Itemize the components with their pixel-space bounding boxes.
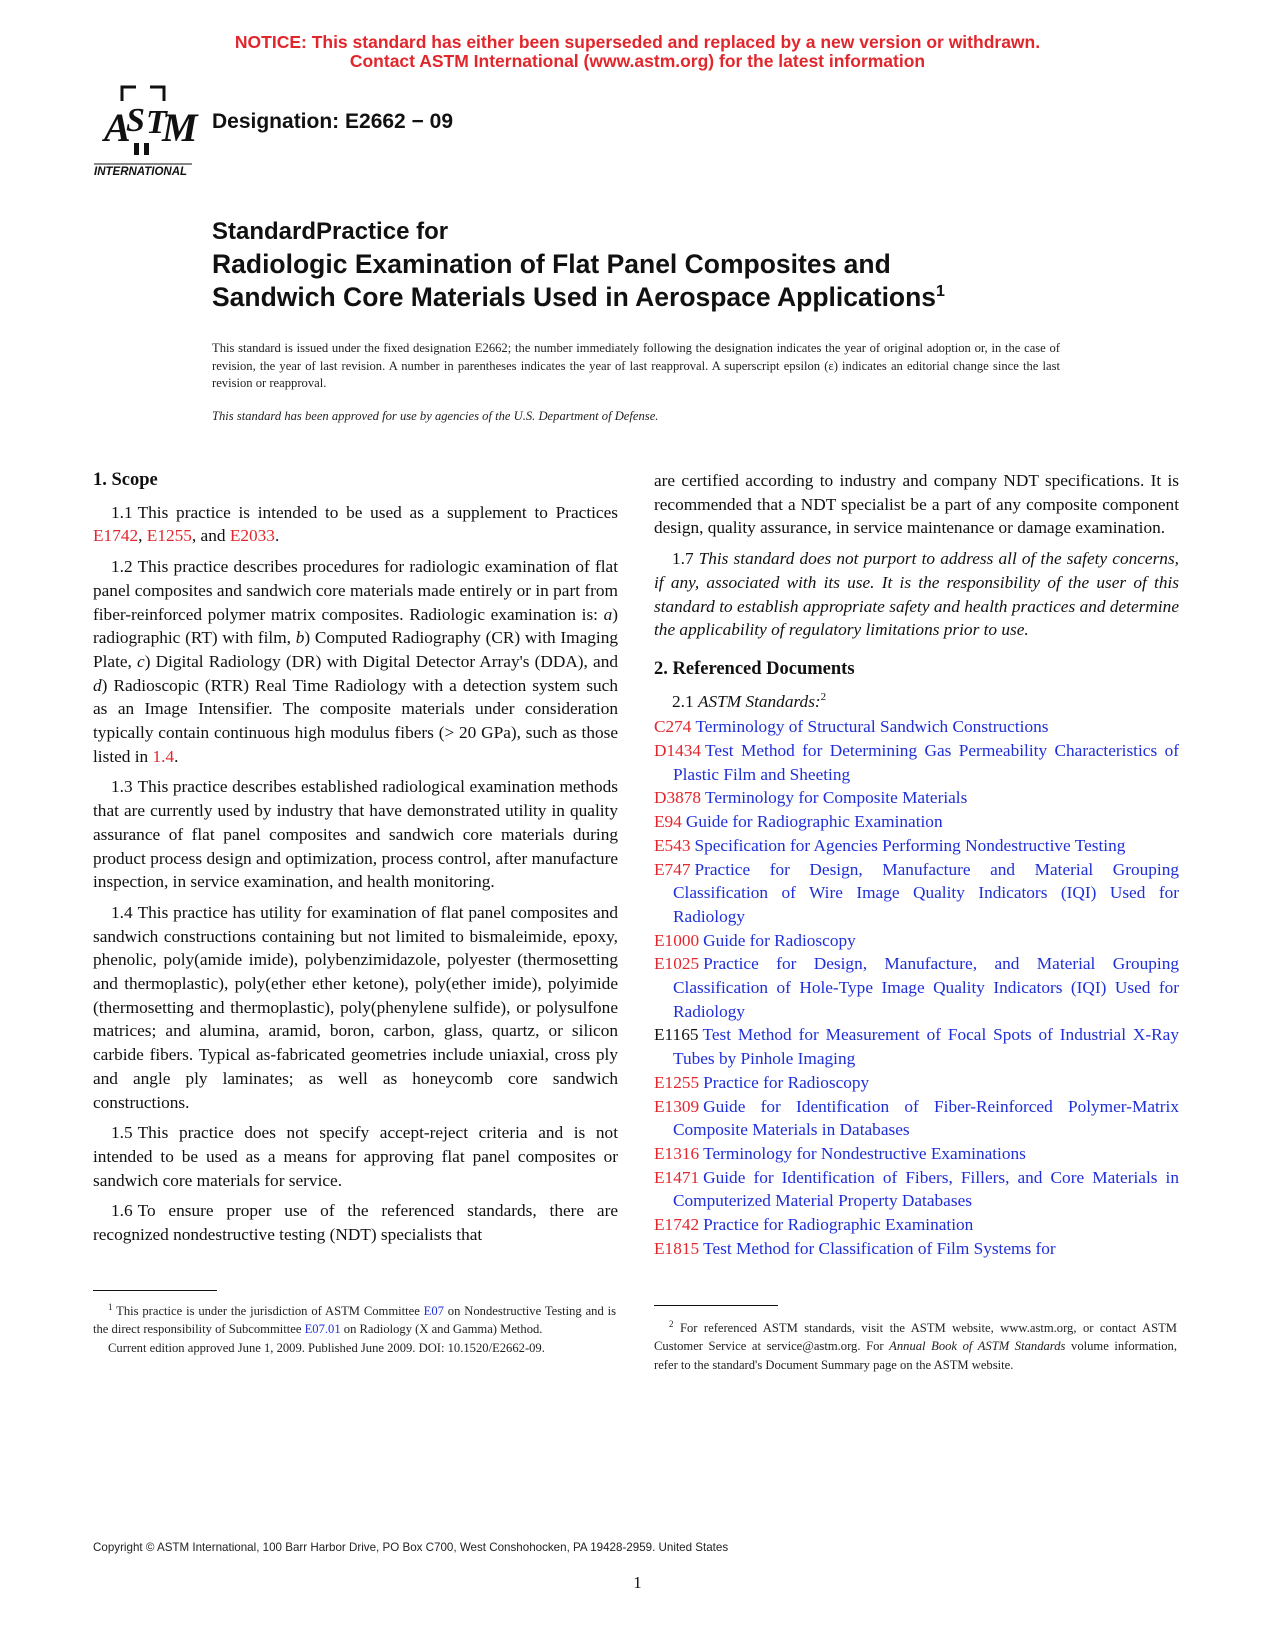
footnote-2 [654,1319,1177,1374]
referenced-standard-item[interactable] [654,1071,1179,1095]
svg-text:A: A [104,105,131,150]
left-column [93,469,618,1254]
paragraph-1-7 [654,547,1179,642]
referenced-standard-item[interactable] [654,739,1179,786]
notice-line-1: NOTICE: This standard has either been superseded and replaced by a new version or withdrawn. [234,32,1041,52]
footnote-divider [654,1305,778,1306]
standard-code[interactable]: E1316 [654,1143,700,1163]
link-e1742[interactable]: E1742 [93,526,139,546]
standard-title[interactable]: Specification for Agencies Performing Nondestructive Testing [694,835,1126,855]
referenced-standard-item[interactable] [654,1142,1179,1166]
svg-text:S: S [126,102,145,139]
para-text: This practice is intended to be used as a supplement to Practices [137,502,618,522]
standard-title[interactable]: Test Method for Measurement of Focal Spots of Industrial X-Ray Tubes by Pinhole Imaging [673,1025,1179,1069]
referenced-standard-item[interactable] [654,952,1179,1023]
standard-code[interactable]: E1742 [654,1215,700,1235]
referenced-standard-item[interactable] [654,834,1179,858]
para-text: This practice describes established radiological examination methods that are currently used by industry that have demonstrated utility in quality assurance of flat panel composites and sandwich core materials during product process design and optimization, process control, after manufacture inspection, in service examination, and health monitoring. [93,777,618,892]
standard-code[interactable]: E1309 [654,1096,700,1116]
document-title [212,215,945,314]
referenced-documents-heading: 2. Referenced Documents [654,658,855,679]
standard-title[interactable]: Practice for Radioscopy [703,1072,870,1092]
standard-title[interactable]: Terminology of Structural Sandwich Constructions [695,717,1049,737]
standard-title[interactable]: Guide for Radiographic Examination [685,812,943,832]
link-e07[interactable]: E07 [423,1304,444,1318]
para-label: 1.1 [111,502,133,522]
para-label: 1.3 [111,777,133,797]
standard-title[interactable]: Terminology for Nondestructive Examinations [703,1143,1026,1163]
title-line-3: Sandwich Core Materials Used in Aerospace Applications [212,282,937,312]
right-column [654,469,1179,1261]
standard-title[interactable]: Practice for Radiographic Examination [703,1215,974,1235]
footnote-text: volume information, refer to the standard's Document Summary page on the ASTM website. [654,1339,1177,1372]
para-text: ) Computed Radiography (CR) with Imaging Plate, [93,628,618,671]
paragraph-1-2 [93,555,618,768]
standard-code[interactable]: E94 [654,812,682,832]
paragraph-1-1 [93,501,618,548]
astm-international-logo-icon [92,83,200,179]
footnote-1 [93,1302,616,1357]
svg-text:M: M [162,105,198,150]
notice-line-2: Contact ASTM International (www.astm.org) for the latest information [349,51,926,71]
para-text: ) Radioscopic (RTR) Real Time Radiology with a detection system such as an Image Intensifier. The composite materials under consideration typically contain continuous high modulus fibers (> 20 GPa), such as those listed in [93,675,618,766]
standard-title[interactable]: Test Method for Classification of Film Systems for [703,1238,1056,1258]
standard-title[interactable]: Guide for Identification of Fibers, Fillers, and Core Materials in Computerized Material Property Databases [673,1167,1179,1211]
standard-code[interactable]: D3878 [654,788,702,808]
copyright-line: Copyright © ASTM International, 100 Barr Harbor Drive, PO Box C700, West Conshohocken, PA 19428-2959. United States [93,1541,729,1554]
para-text: a [603,604,613,624]
link-e07-01[interactable]: E07.01 [304,1322,341,1337]
approved-note: This standard has been approved for use by agencies of the U.S. Department of Defense. [212,409,659,423]
superseded-notice [0,33,1275,71]
standard-code[interactable]: E1255 [654,1072,700,1092]
referenced-standard-item[interactable] [654,810,1179,834]
para-text: ) radiographic (RT) with film, [93,604,618,648]
scope-heading: 1. Scope [93,470,158,490]
standard-code[interactable]: E1815 [654,1238,700,1258]
title-line-2: Radiologic Examination of Flat Panel Composites and [212,249,891,279]
standard-code[interactable]: E1165 [654,1025,699,1045]
standard-code[interactable]: E543 [654,835,691,855]
para-text: b [295,628,305,648]
paragraph-1-3 [93,775,618,894]
paragraph-1-6 [93,1199,618,1246]
referenced-standard-item[interactable] [654,715,1179,739]
standard-title[interactable]: Guide for Identification of Fiber-Reinforced Polymer-Matrix Composite Materials in Databases [673,1096,1179,1140]
referenced-standard-item[interactable] [654,1213,1179,1237]
standard-code[interactable]: E1471 [654,1167,700,1187]
paragraph-1-5 [93,1121,618,1192]
para-text: This standard does not purport to address all of the safety concerns, if any, associated with its use. It is the responsibility of the user of this standard to establish appropriate safety and health practices and determine the applicability of regulatory limitations prior to use. [654,549,1179,640]
para-text: , [138,526,147,546]
referenced-standard-item[interactable] [654,1237,1179,1261]
footnote-text: This practice is under the jurisdiction of ASTM Committee [116,1304,424,1318]
footnote-text: Annual Book of ASTM Standards [889,1339,1066,1354]
title-footnote-mark: 1 [936,283,945,300]
standard-code[interactable]: E747 [654,859,691,879]
footnote-mark: 1 [108,1302,113,1312]
link-e1255[interactable]: E1255 [146,526,192,546]
para-label: 1.7 [672,549,694,569]
standard-code[interactable]: E1025 [654,954,700,974]
referenced-standard-item[interactable] [654,929,1179,953]
subheading-title: ASTM Standards: [697,691,821,711]
para-text: This practice has utility for examination of flat panel composites and sandwich constructions containing but not limited to bismaleimide, epoxy, phenolic, poly(amide imide), polybenzimidazole, polyester (thermosetting and thermoplastic), poly(ether ether ketone), poly(ether imide), polyimide (thermosetting and thermoplastic), poly(phenylene sulfide), or polysulfone matrices; and alumina, aramid, boron, carbon, glass, quartz, or silicon carbide fibers. Typical as-fabricated geometries include uniaxial, cross ply and angle ply laminates; as well as honeycomb core sandwich constructions. [93,902,618,1112]
standard-code[interactable]: E1000 [654,930,700,950]
referenced-standard-item[interactable] [654,1095,1179,1142]
footnote-1-para-2: Current edition approved June 1, 2009. Published June 2009. DOI: 10.1520/E2662-09. [108,1340,545,1355]
para-text: . [274,526,280,546]
standard-title[interactable]: Terminology for Composite Materials [705,788,968,808]
link-section-1-4[interactable]: 1.4 [152,746,175,766]
para-text: ) Digital Radiology (DR) with Digital Detector Array's (DDA), and [144,651,618,671]
link-e2033[interactable]: E2033 [229,526,275,546]
standard-code[interactable]: C274 [654,717,692,737]
standard-code[interactable]: D1434 [654,741,702,761]
footnote-text: on Nondestructive Testing and is the direct responsibility of Subcommittee [93,1304,617,1337]
standard-title[interactable]: Guide for Radioscopy [703,930,856,950]
standard-title[interactable]: Practice for Design, Manufacture and Material Grouping Classification of Wire Image Quality Indicators (IQI) Used for Radiology [673,859,1179,926]
referenced-standard-item[interactable] [654,858,1179,929]
logo-international-text: INTERNATIONAL [94,166,188,178]
footnote-divider [93,1290,217,1291]
title-line-1: StandardPractice for [212,218,449,245]
referenced-standards-list [654,715,1179,1260]
para-text: . [174,746,179,766]
para-text: This practice describes procedures for radiologic examination of flat panel composites and sandwich core materials made entirely or in part from fiber-reinforced polymer matrix composites. Radiologic examination is: [93,557,618,624]
astm-standards-subheading [654,690,1179,714]
para-label: 1.2 [111,557,133,577]
para-text: , and [191,526,230,546]
standard-title[interactable]: Test Method for Determining Gas Permeability Characteristics of Plastic Film and Sheeting [673,741,1179,784]
page-number: 1 [633,1573,642,1592]
svg-text:T: T [146,104,167,141]
para-label: 1.5 [111,1123,133,1143]
para-label: 1.6 [111,1201,133,1221]
paragraph-1-6-continued: are certified according to industry and company NDT specifications. It is recommended that a NDT specialist be a part of any composite component design, quality assurance, in service maintenance or damage examination. [654,471,1179,538]
referenced-standard-item[interactable] [654,1023,1179,1070]
subheading-label: 2.1 [672,691,694,711]
footnote-mark: 2 [669,1319,674,1329]
para-text: To ensure proper use of the referenced standards, there are recognized nondestructive testing (NDT) specialists that [93,1201,618,1245]
paragraph-1-4 [93,901,618,1114]
para-text: This practice does not specify accept-reject criteria and is not intended to be used as a means for approving flat panel composites or sandwich core materials for service. [93,1123,618,1190]
footnote-2-para [654,1319,1177,1374]
para-text: c [137,651,145,671]
designation: Designation: E2662 − 09 [212,110,454,133]
footnote-text: For referenced ASTM standards, visit the ASTM website, www.astm.org, or contact ASTM Customer Service at service@astm.org. For [654,1321,1178,1354]
subheading-footnote-mark: 2 [820,690,827,703]
standard-title[interactable]: Practice for Design, Manufacture, and Material Grouping Classification of Hole-Type Image Quality Indicators (IQI) Used for Radiology [673,954,1179,1021]
referenced-standard-item[interactable] [654,786,1179,810]
issued-note: This standard is issued under the fixed designation E2662; the number immediately following the designation indicates the year of original adoption or, in the case of revision, the year of last revision. A number in parentheses indicates the year of last reapproval. A superscript epsilon (ε) indicates an editorial change since the last revision or reapproval. [212,341,1060,390]
para-text: d [93,675,102,695]
footnote-1-para-1 [93,1302,616,1339]
referenced-standard-item[interactable] [654,1166,1179,1213]
footnote-text: on Radiology (X and Gamma) Method. [340,1322,543,1337]
para-label: 1.4 [111,902,133,922]
